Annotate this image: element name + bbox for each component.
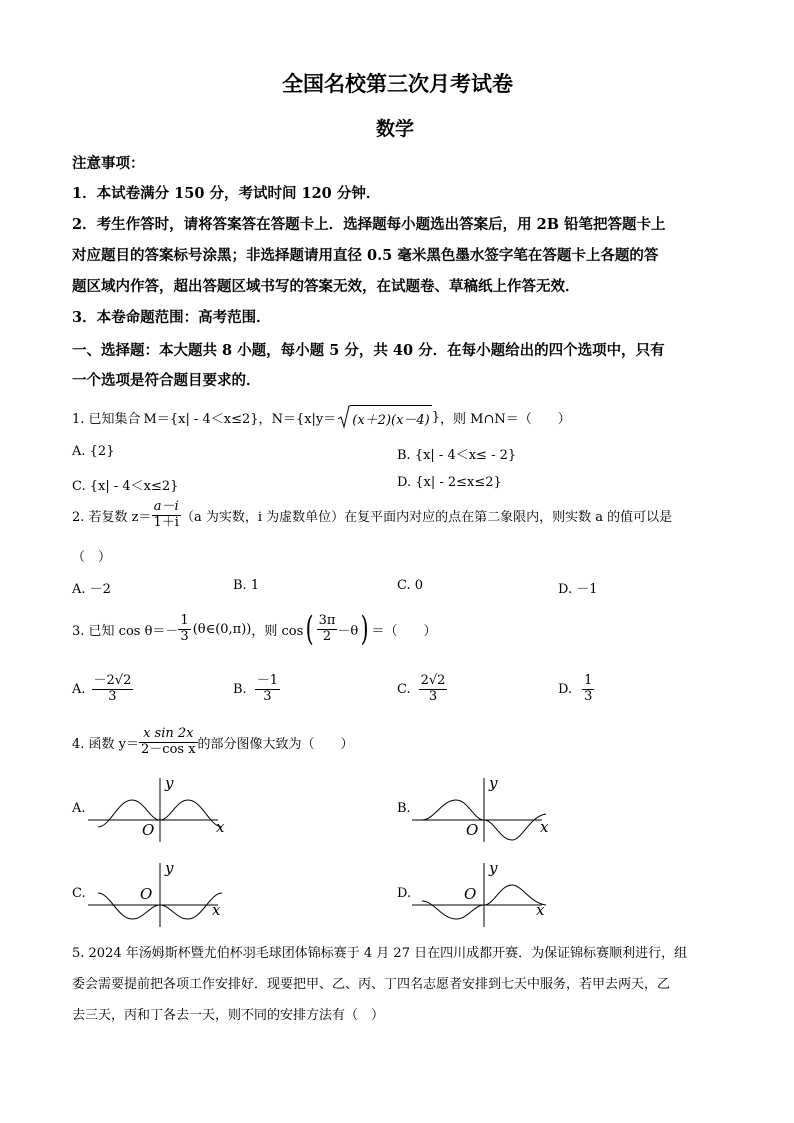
q4-option-c-label: C. bbox=[72, 886, 86, 901]
question-1-stem bbox=[72, 405, 571, 429]
q1-radicand: (x＋2)(x－4) bbox=[350, 405, 432, 429]
x-axis-label: x bbox=[216, 818, 225, 836]
q1-radical bbox=[338, 405, 432, 429]
note-2-line-1: 2．考生作答时，请将答案答在答题卡上．选择题每小题选出答案后，用 2B 铅笔把答题卡上 bbox=[72, 216, 666, 233]
q3-option-d-label: D. bbox=[558, 681, 573, 697]
y-axis-label: y bbox=[489, 859, 498, 877]
q3-option-a-numerator: －2√2 bbox=[93, 673, 132, 688]
q3-ask: ＝（ ） bbox=[371, 623, 437, 639]
q3-option-b-fraction bbox=[255, 674, 280, 705]
q1-option-a: A. {2} bbox=[72, 444, 115, 459]
q4-option-d-label: D. bbox=[397, 886, 412, 901]
y-axis-label: y bbox=[165, 774, 174, 792]
subject-title: 数学 bbox=[376, 118, 415, 140]
origin-label: O bbox=[140, 885, 153, 903]
q1-set-n-prefix: N＝{x|y＝ bbox=[271, 411, 337, 427]
question-5-line-2: 委会需要提前把各项工作安排好．现要把甲、乙、丙、丁四名志愿者安排到七天中服务，若甲去两天，乙 bbox=[72, 977, 671, 992]
q2-prefix: 2. 若复数 z＝ bbox=[72, 509, 152, 525]
q3-left-paren: ( bbox=[305, 609, 314, 649]
q3-denominator: 3 bbox=[180, 628, 189, 644]
q1-set-n-suffix: } bbox=[431, 409, 441, 425]
q2-option-b: B. 1 bbox=[233, 578, 260, 593]
q4-option-b-label: B. bbox=[397, 801, 411, 816]
q1-option-b: B. {x| - 4＜x≤ - 2} bbox=[397, 448, 517, 463]
x-axis-label: x bbox=[212, 901, 221, 919]
q3-fraction bbox=[178, 614, 190, 645]
q4-fraction bbox=[139, 727, 198, 758]
q2-denominator: 1＋i bbox=[153, 514, 179, 530]
x-axis-label: x bbox=[536, 901, 545, 919]
radical-sign-icon bbox=[338, 405, 350, 429]
q1-ask: ，则 M∩N＝（ ） bbox=[440, 411, 571, 427]
q3-numerator: 1 bbox=[180, 612, 189, 628]
q3-fraction-2-denominator: 2 bbox=[322, 628, 332, 644]
question-5-line-1: 5. 2024 年汤姆斯杯暨尤伯杯羽毛球团体锦标赛于 4 月 27 日在四川成都开赛．为保证锦标赛顺利进行，组 bbox=[72, 946, 688, 961]
q3-mid: ，则 cos bbox=[251, 623, 304, 639]
notes-heading: 注意事项： bbox=[72, 155, 145, 172]
q4-graph-c bbox=[88, 857, 230, 929]
question-3-stem bbox=[72, 609, 437, 649]
q3-option-c-denominator: 3 bbox=[428, 688, 438, 704]
q1-sep: ， bbox=[258, 411, 272, 427]
q2-rest: （a 为实数，i 为虚数单位）在复平面内对应的点在第二象限内，则实数 a 的值可以是 bbox=[180, 509, 673, 525]
page-title: 全国名校第三次月考试卷 bbox=[282, 71, 513, 96]
q3-option-c-numerator: 2√2 bbox=[420, 673, 446, 688]
question-2-stem bbox=[72, 500, 672, 531]
q3-option-c-label: C. bbox=[397, 681, 411, 697]
origin-label: O bbox=[142, 821, 155, 839]
q3-right-paren: ) bbox=[360, 609, 369, 649]
q4-graph-a bbox=[88, 772, 230, 844]
q2-option-d: D. －1 bbox=[558, 582, 598, 597]
q4-prefix: 4. 函数 y＝ bbox=[72, 736, 140, 752]
note-3: 3．本卷命题范围：高考范围． bbox=[72, 309, 271, 326]
q3-option-b-label: B. bbox=[233, 681, 247, 697]
q3-option-d-denominator: 3 bbox=[584, 688, 593, 704]
q3-prefix: 3. 已知 cos θ＝－ bbox=[72, 623, 179, 639]
q1-set-m: M＝{x| - 4＜x≤2} bbox=[143, 411, 259, 427]
note-2-line-3: 题区域内作答，超出答题区域书写的答案无效，在试题卷、草稿纸上作答无效． bbox=[72, 278, 580, 295]
q1-prefix: 1. 已知集合 bbox=[72, 411, 141, 427]
q4-suffix: 的部分图像大致为（ ） bbox=[197, 736, 354, 752]
q3-option-a-denominator: 3 bbox=[108, 688, 117, 704]
origin-label: O bbox=[466, 821, 479, 839]
section-heading-line-2: 一个选项是符合题目要求的． bbox=[72, 372, 261, 389]
q3-fraction-2-numerator: 3π bbox=[318, 612, 336, 628]
q3-option-d-numerator: 1 bbox=[584, 673, 593, 688]
section-heading-line-1: 一、选择题：本大题共 8 小题，每小题 5 分，共 40 分．在每小题给出的四个选项中，只有 bbox=[72, 342, 665, 359]
note-1: 1．本试卷满分 150 分，考试时间 120 分钟． bbox=[72, 185, 381, 202]
q3-option-b-denominator: 3 bbox=[263, 688, 272, 704]
q1-option-d: D. {x| - 2≤x≤2} bbox=[397, 475, 502, 490]
q3-option-a-label: A. bbox=[72, 681, 86, 697]
note-2-line-2: 对应题目的答案标号涂黑；非选择题请用直径 0.5 毫米黑色墨水签字笔在答题卡上各题的答 bbox=[72, 247, 659, 264]
origin-label: O bbox=[464, 885, 477, 903]
q3-option-d-fraction bbox=[582, 674, 594, 705]
q3-option-b bbox=[233, 674, 280, 705]
x-axis-label: x bbox=[540, 818, 549, 836]
q3-option-c bbox=[397, 674, 447, 705]
q3-option-d bbox=[558, 674, 594, 705]
q3-option-a-fraction bbox=[92, 674, 134, 705]
q3-option-b-numerator: －1 bbox=[256, 673, 278, 688]
q1-option-c: C. {x| - 4＜x≤2} bbox=[72, 479, 179, 494]
q4-option-a-label: A. bbox=[72, 801, 86, 816]
q2-paren: （ ） bbox=[72, 550, 112, 565]
q4-numerator: x sin 2x bbox=[139, 727, 198, 743]
q4-graph-b bbox=[412, 772, 554, 844]
question-5-line-3: 去三天，丙和丁各去一天，则不同的安排方法有（ ） bbox=[72, 1008, 385, 1023]
q2-fraction bbox=[152, 500, 181, 531]
q3-condition: (θ∈(0,π)) bbox=[192, 621, 252, 637]
q2-option-c: C. 0 bbox=[397, 578, 424, 593]
q4-denominator: 2－cos x bbox=[141, 741, 196, 757]
q3-option-a bbox=[72, 674, 133, 705]
q3-minus-theta: －θ bbox=[337, 623, 359, 639]
q3-fraction-2 bbox=[317, 614, 338, 645]
q2-numerator: a－i bbox=[152, 500, 181, 516]
y-axis-label: y bbox=[489, 774, 498, 792]
q2-option-a: A. －2 bbox=[72, 582, 111, 597]
q4-graph-d bbox=[412, 857, 554, 929]
q3-option-c-fraction bbox=[419, 674, 448, 705]
y-axis-label: y bbox=[165, 859, 174, 877]
question-4-stem bbox=[72, 727, 354, 758]
